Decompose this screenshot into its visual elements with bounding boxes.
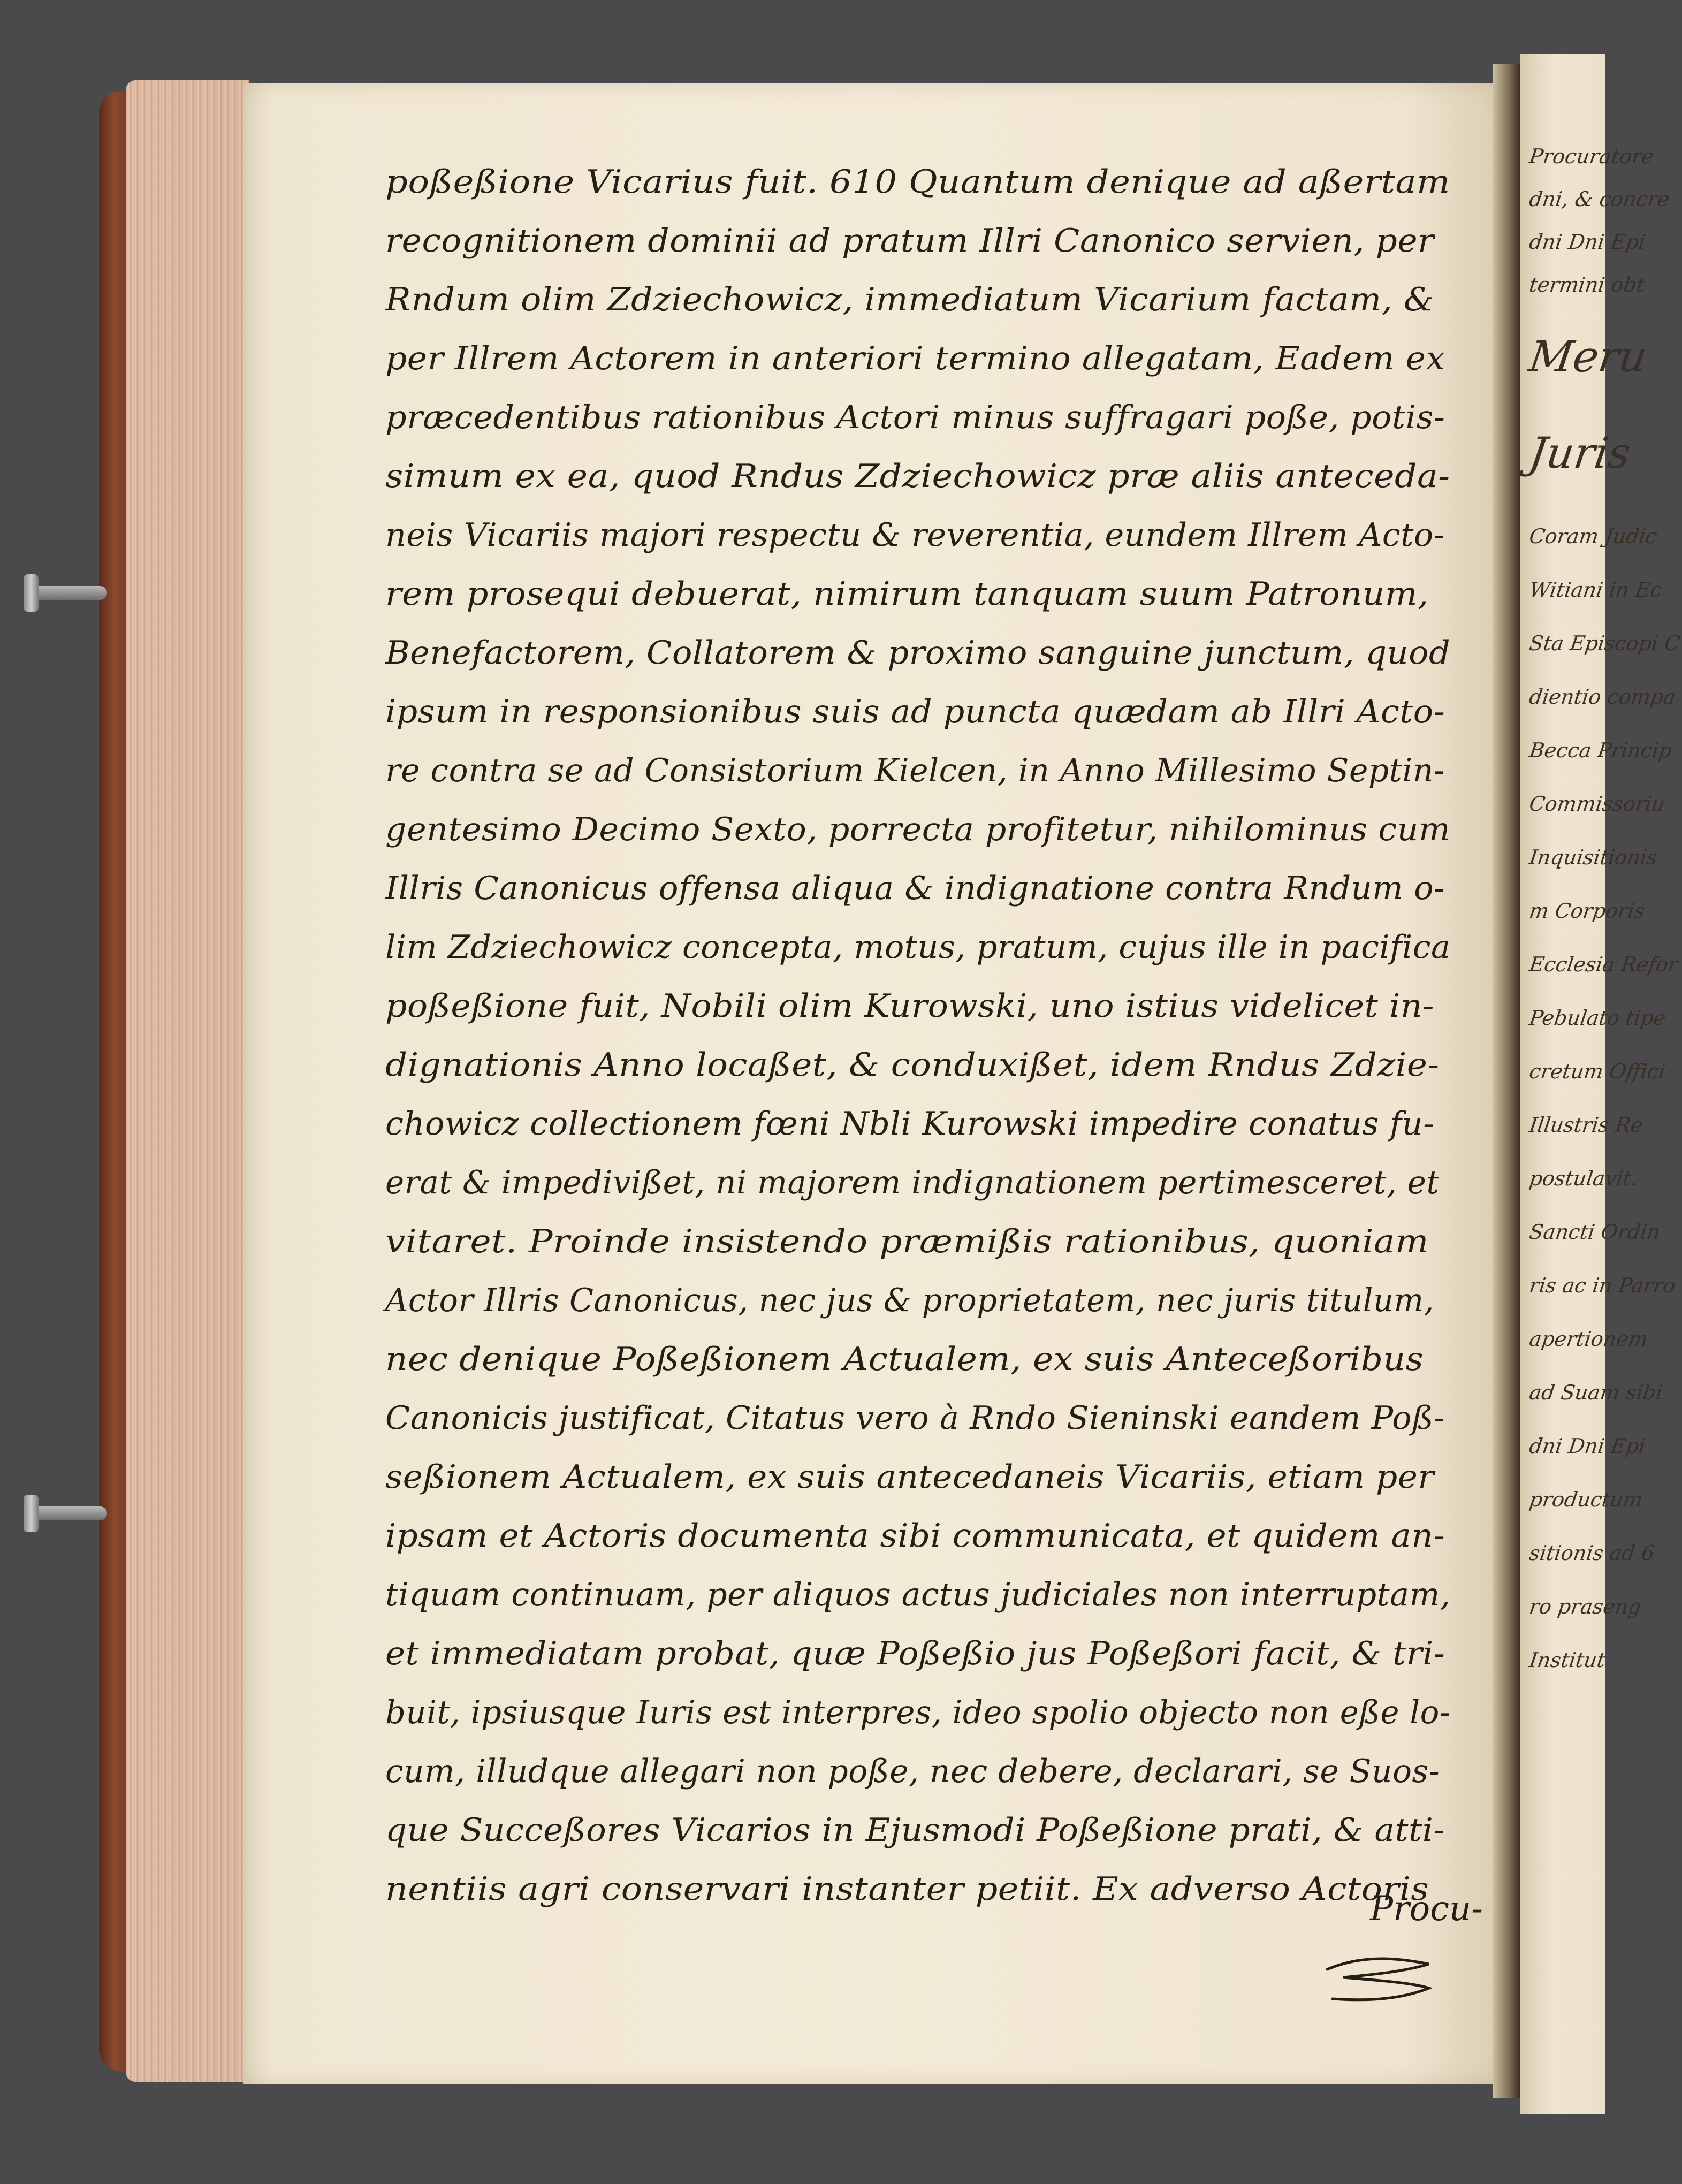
- text-line: poßeßione fuit, Nobili olim Kurowski, uno istius videlicet in-: [385, 987, 1435, 1025]
- text-line: lim Zdziechowicz concepta, motus, pratum, cujus ille in pacifica: [385, 929, 1451, 966]
- facing-page-text: Sancti Ordin: [1527, 1220, 1662, 1244]
- book-fore-edge: [126, 80, 249, 2082]
- facing-page-text: Pebulato tipe: [1527, 1006, 1668, 1030]
- text-line: Benefactorem, Collatorem & proximo sanguine junctum, quod: [385, 634, 1451, 672]
- facing-page-text: apertionem: [1527, 1327, 1650, 1351]
- facing-page-text: Procuratore: [1527, 144, 1656, 168]
- facing-page-text: ro praseng: [1527, 1595, 1643, 1618]
- text-line: neis Vicariis majori respectu & reverentia, eundem Illrem Acto-: [385, 516, 1445, 554]
- facing-page-text: ad Suam sibi: [1527, 1381, 1664, 1404]
- text-line: buit, ipsiusque Iuris est interpres, ideo spolio objecto non eße lo-: [385, 1694, 1451, 1731]
- facing-page-text: cretum Offici: [1527, 1060, 1667, 1083]
- text-line: Rndum olim Zdziechowicz, immediatum Vicarium factam, &: [385, 281, 1434, 318]
- text-line: et immediatam probat, quæ Poßeßio jus Poßeßori facit, & tri-: [385, 1635, 1445, 1672]
- text-line: seßionem Actualem, ex suis antecedaneis Vicariis, etiam per: [385, 1458, 1434, 1496]
- text-line: que Succeßores Vicarios in Ejusmodi Poßeßione prati, & atti-: [385, 1812, 1445, 1849]
- text-line: cum, illudque allegari non poße, nec debere, declarari, se Suos-: [385, 1753, 1440, 1790]
- facing-page-text: termini obt: [1527, 273, 1647, 296]
- facing-page-strip: [1520, 54, 1682, 2114]
- facing-page-text: m Corporis: [1527, 899, 1647, 923]
- facing-page-text: Sta Episcopi C: [1527, 631, 1682, 655]
- page-clamp-lower: [27, 1506, 107, 1520]
- text-line: tiquam continuam, per aliquos actus judiciales non interruptam,: [385, 1576, 1451, 1614]
- text-line: ipsam et Actoris documenta sibi communicata, et quidem an-: [385, 1517, 1445, 1555]
- facing-page-text: Witiani in Ec: [1527, 578, 1664, 602]
- text-line: Illris Canonicus offensa aliqua & indignatione contra Rndum o-: [385, 870, 1445, 907]
- text-line: nentiis agri conservari instanter petiit. Ex adverso Actoris: [385, 1870, 1429, 1908]
- facing-page-text: Institut: [1527, 1648, 1607, 1672]
- facing-page-text: dientio compa: [1527, 685, 1678, 709]
- text-line: chowicz collectionem fœni Nbli Kurowski impedire conatus fu-: [385, 1105, 1435, 1143]
- facing-page-text: postulavit.: [1527, 1167, 1640, 1190]
- facing-page-text: Meru: [1526, 332, 1650, 382]
- text-line: vitaret. Proinde insistendo præmißis rationibus, quoniam: [385, 1223, 1429, 1260]
- text-line: simum ex ea, quod Rndus Zdziechowicz præ aliis anteceda-: [385, 458, 1450, 495]
- facing-page-text: Illustris Re: [1527, 1113, 1645, 1137]
- facing-page-text: Inquisitionis: [1527, 846, 1659, 869]
- facing-page-text: Coram Judic: [1527, 524, 1659, 548]
- text-line: poßeßione Vicarius fuit. 610 Quantum denique ad aßertam: [385, 163, 1450, 201]
- text-line: recognitionem dominii ad pratum Illri Canonico servien, per: [385, 222, 1434, 260]
- facing-page-text: sitionis ad 6: [1527, 1541, 1656, 1565]
- facing-page-text: ris ac in Parro: [1527, 1274, 1677, 1297]
- facing-page-text: productum: [1527, 1488, 1645, 1511]
- text-line: rem prosequi debuerat, nimirum tanquam suum Patronum,: [385, 575, 1429, 613]
- facing-page-text: Commissoriu: [1527, 792, 1666, 816]
- text-line: præcedentibus rationibus Actori minus suffragari poße, potis-: [385, 399, 1445, 436]
- text-line: per Illrem Actorem in anteriori termino allegatam, Eadem ex: [385, 340, 1445, 377]
- text-line: Canonicis justificat, Citatus vero à Rndo Sieninski eandem Poß-: [385, 1399, 1445, 1437]
- text-line: nec denique Poßeßionem Actualem, ex suis Anteceßoribus: [385, 1341, 1424, 1378]
- facing-page-text: dni Dni Epi: [1527, 1434, 1647, 1458]
- text-line: dignationis Anno locaßet, & conduxißet, idem Rndus Zdzie-: [385, 1046, 1440, 1084]
- page-clamp-upper: [27, 586, 107, 600]
- facing-page-text: dni Dni Epi: [1527, 230, 1647, 254]
- text-line: ipsum in responsionibus suis ad puncta quædam ab Illri Acto-: [385, 693, 1445, 730]
- facing-page-text: Ecclesia Refor: [1527, 953, 1680, 976]
- catchword: Procu-: [1370, 1889, 1483, 1929]
- facing-page-text: Juris: [1526, 428, 1634, 478]
- facing-page-text: dni, & concre: [1527, 187, 1671, 211]
- text-line: Actor Illris Canonicus, nec jus & proprietatem, nec juris titulum,: [385, 1282, 1434, 1319]
- text-line: erat & impedivißet, ni majorem indignationem pertimesceret, et: [385, 1164, 1440, 1201]
- text-line: gentesimo Decimo Sexto, porrecta profitetur, nihilominus cum: [385, 811, 1451, 848]
- facing-page-text: Becca Princip: [1527, 739, 1673, 762]
- text-line: re contra se ad Consistorium Kielcen, in Anno Millesimo Septin-: [385, 752, 1445, 789]
- flourish-ornament: [1322, 1948, 1440, 2012]
